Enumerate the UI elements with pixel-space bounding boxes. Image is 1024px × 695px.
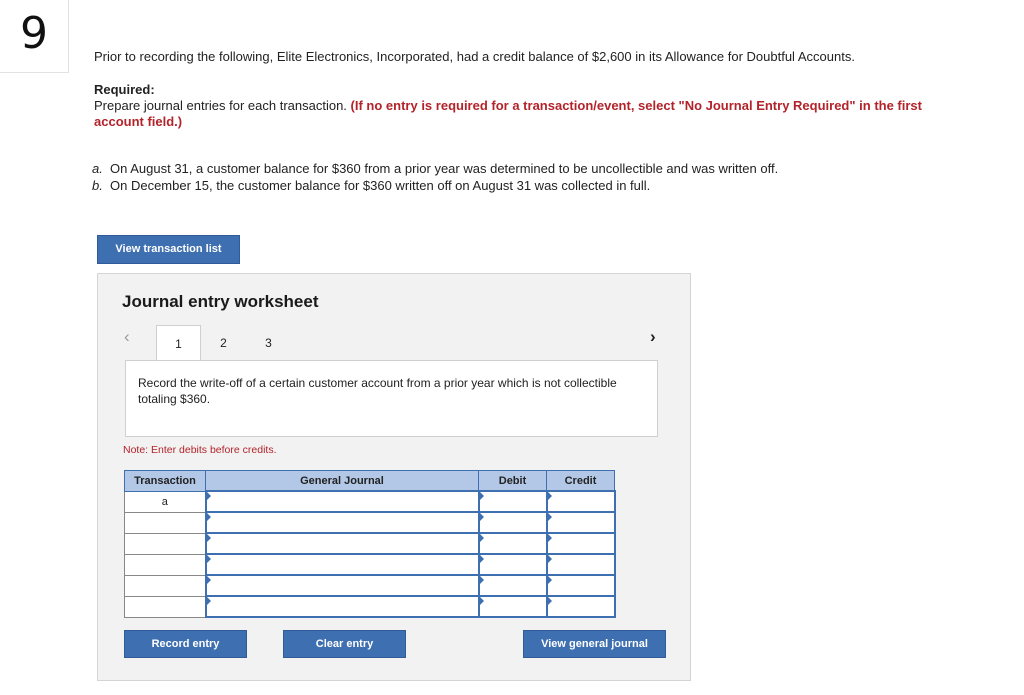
view-transaction-list-button[interactable]: View transaction list bbox=[97, 235, 240, 264]
tab-2[interactable]: 2 bbox=[220, 336, 227, 350]
table-header-row bbox=[125, 471, 615, 492]
transaction-cell: a bbox=[125, 491, 206, 512]
journal-entry-worksheet bbox=[97, 273, 691, 681]
transaction-cell bbox=[125, 554, 206, 575]
view-general-journal-button[interactable]: View general journal bbox=[523, 630, 666, 658]
transaction-list bbox=[92, 160, 778, 194]
account-dropdown[interactable] bbox=[206, 491, 479, 512]
table-row bbox=[125, 554, 615, 575]
credit-input[interactable] bbox=[547, 575, 615, 596]
tab-1[interactable]: 1 bbox=[156, 325, 201, 361]
debit-credit-note: Note: Enter debits before credits. bbox=[123, 444, 277, 456]
column-header-transaction: Transaction bbox=[125, 471, 206, 492]
column-header-debit: Debit bbox=[479, 471, 547, 492]
transaction-cell bbox=[125, 533, 206, 554]
chevron-left-icon[interactable]: ‹ bbox=[124, 327, 130, 346]
credit-input[interactable] bbox=[547, 512, 615, 533]
credit-input[interactable] bbox=[547, 596, 615, 617]
journal-entry-table bbox=[124, 470, 616, 618]
transaction-text: On December 15, the customer balance for $360 written off on August 31 was collected in full. bbox=[110, 178, 651, 193]
tab-3[interactable]: 3 bbox=[265, 336, 272, 350]
record-entry-button[interactable]: Record entry bbox=[124, 630, 247, 658]
table-row bbox=[125, 512, 615, 533]
transaction-text: On August 31, a customer balance for $360 from a prior year was determined to be uncollectible and was written off. bbox=[110, 161, 779, 176]
transaction-cell bbox=[125, 596, 206, 617]
clear-entry-button[interactable]: Clear entry bbox=[283, 630, 406, 658]
debit-input[interactable] bbox=[479, 596, 547, 617]
credit-input[interactable] bbox=[547, 491, 615, 512]
table-row bbox=[125, 575, 615, 596]
worksheet-tabs bbox=[156, 325, 291, 361]
debit-input[interactable] bbox=[479, 533, 547, 554]
transaction-letter: b. bbox=[92, 178, 103, 193]
required-text: Prepare journal entries for each transaction. bbox=[94, 98, 347, 113]
account-dropdown[interactable] bbox=[206, 512, 479, 533]
chevron-right-icon[interactable]: › bbox=[650, 327, 656, 346]
transaction-cell bbox=[125, 575, 206, 596]
transaction-item bbox=[92, 177, 778, 194]
column-header-general-journal: General Journal bbox=[206, 471, 479, 492]
required-instructions bbox=[94, 98, 924, 130]
required-note: (If no entry is required for a transaction/event, select "No Journal Entry Required" in the first account field.) bbox=[94, 98, 922, 129]
credit-input[interactable] bbox=[547, 554, 615, 575]
transaction-description: Record the write-off of a certain customer account from a prior year which is not collectible totaling $360. bbox=[125, 360, 658, 437]
table-row bbox=[125, 596, 615, 617]
transaction-cell bbox=[125, 512, 206, 533]
transaction-letter: a. bbox=[92, 161, 103, 176]
debit-input[interactable] bbox=[479, 554, 547, 575]
question-number: 9 bbox=[0, 0, 69, 73]
account-dropdown[interactable] bbox=[206, 533, 479, 554]
debit-input[interactable] bbox=[479, 575, 547, 596]
table-row bbox=[125, 491, 615, 512]
debit-input[interactable] bbox=[479, 512, 547, 533]
account-dropdown[interactable] bbox=[206, 596, 479, 617]
account-dropdown[interactable] bbox=[206, 575, 479, 596]
debit-input[interactable] bbox=[479, 491, 547, 512]
worksheet-title: Journal entry worksheet bbox=[122, 292, 319, 311]
intro-text: Prior to recording the following, Elite Electronics, Incorporated, had a credit balance of $2,600 in its Allowance for Doubtful Accounts. bbox=[94, 49, 855, 64]
transaction-item bbox=[92, 160, 778, 177]
credit-input[interactable] bbox=[547, 533, 615, 554]
required-heading: Required: bbox=[94, 82, 155, 97]
column-header-credit: Credit bbox=[547, 471, 615, 492]
account-dropdown[interactable] bbox=[206, 554, 479, 575]
table-row bbox=[125, 533, 615, 554]
